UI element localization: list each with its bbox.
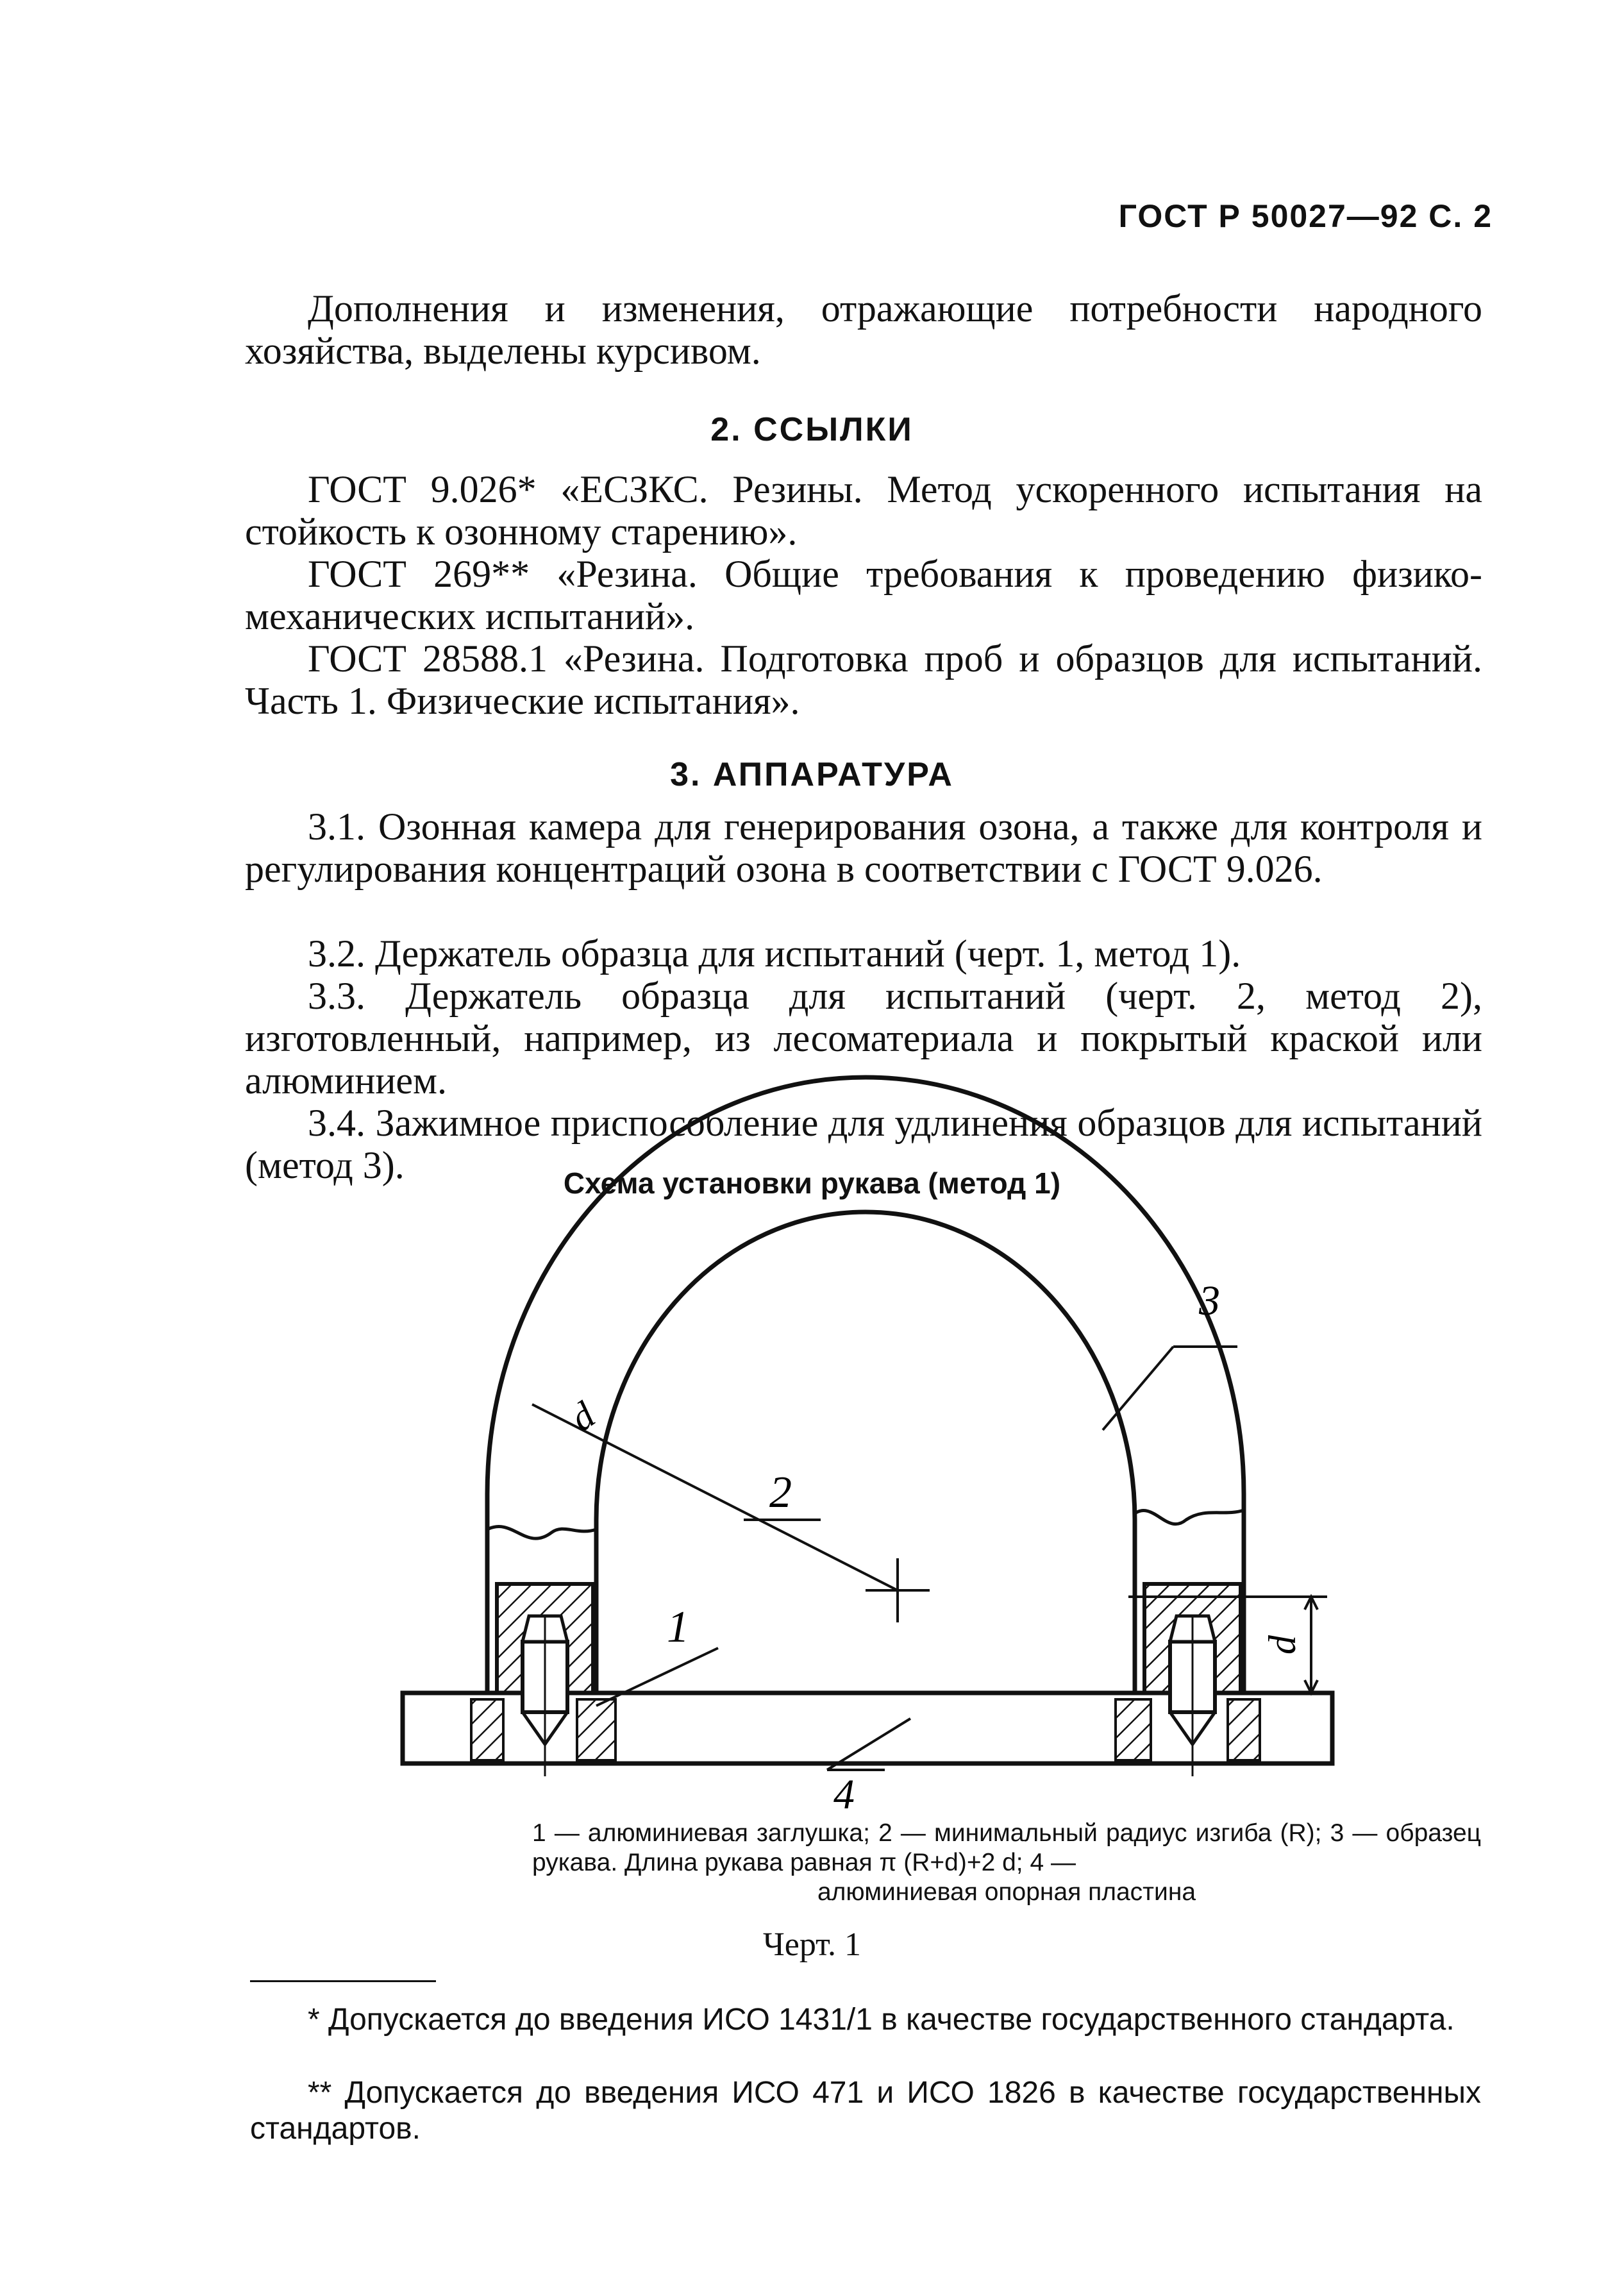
label-3: 3 [1199, 1277, 1220, 1324]
apparatus-item: 3.1. Озонная камера для генерирования озона, а также для контроля и регулирования концентраций озона в соответствии с ГОСТ 9.026. [245, 805, 1482, 890]
figure-title: Схема установки рукава (метод 1) [563, 1166, 1061, 1200]
figure-legend [532, 1819, 1481, 1907]
intro-paragraph: Дополнения и изменения, отражающие потребности народного хозяйства, выделены курсивом. [245, 287, 1482, 372]
reference-item: ГОСТ 28588.1 «Резина. Подготовка проб и образцов для испытаний. Часть 1. Физические испытания». [245, 637, 1482, 722]
apparatus-item: 3.3. Держатель образца для испытаний (черт. 2, метод 2), изготовленный, например, из лесоматериала и покрытый краской или алюминием. [245, 975, 1482, 1102]
reference-item: ГОСТ 9.026* «ЕСЗКС. Резины. Метод ускоренного испытания на стойкость к озонному старению». [245, 468, 1482, 553]
footnote: ** Допускается до введения ИСО 471 и ИСО 1826 в качестве государственных стандартов. [250, 2076, 1481, 2146]
hose-inner-arc [596, 1212, 1135, 1693]
legend-text-last: алюминиевая опорная пластина [817, 1878, 1196, 1906]
apparatus-item: 3.2. Держатель образца для испытаний (черт. 1, метод 1). [308, 932, 1241, 975]
legend-text: 1 — алюминиевая заглушка; 2 — минимальный радиус изгиба (R); 3 — образец рукава. Длина рукава равная π (R+d)+2 d; 4 — [532, 1819, 1481, 1876]
label-d-left: d [562, 1393, 603, 1440]
support-plate [403, 1693, 1332, 1763]
page-header: ГОСТ Р 50027—92 С. 2 [1118, 198, 1493, 234]
right-plug [1116, 1584, 1260, 1776]
label-1: 1 [667, 1603, 689, 1652]
label-2: 2 [769, 1468, 792, 1517]
figure-caption: Черт. 1 [762, 1926, 861, 1963]
section-3-title: 3. АППАРАТУРА [670, 756, 954, 793]
left-plug [471, 1584, 615, 1776]
footnote: * Допускается до введения ИСО 1431/1 в качестве государственного стандарта. [308, 2003, 1455, 2037]
reference-item: ГОСТ 269** «Резина. Общие требования к проведению физико-механических испытаний». [245, 553, 1482, 637]
apparatus-item: 3.4. Зажимное приспособление для удлинения образцов для испытаний (метод 3). [245, 1102, 1482, 1186]
label-d-right: d [1261, 1635, 1303, 1654]
label-4: 4 [833, 1771, 855, 1818]
footnote-divider [250, 1980, 436, 1982]
section-2-title: 2. ССЫЛКИ [710, 411, 914, 448]
